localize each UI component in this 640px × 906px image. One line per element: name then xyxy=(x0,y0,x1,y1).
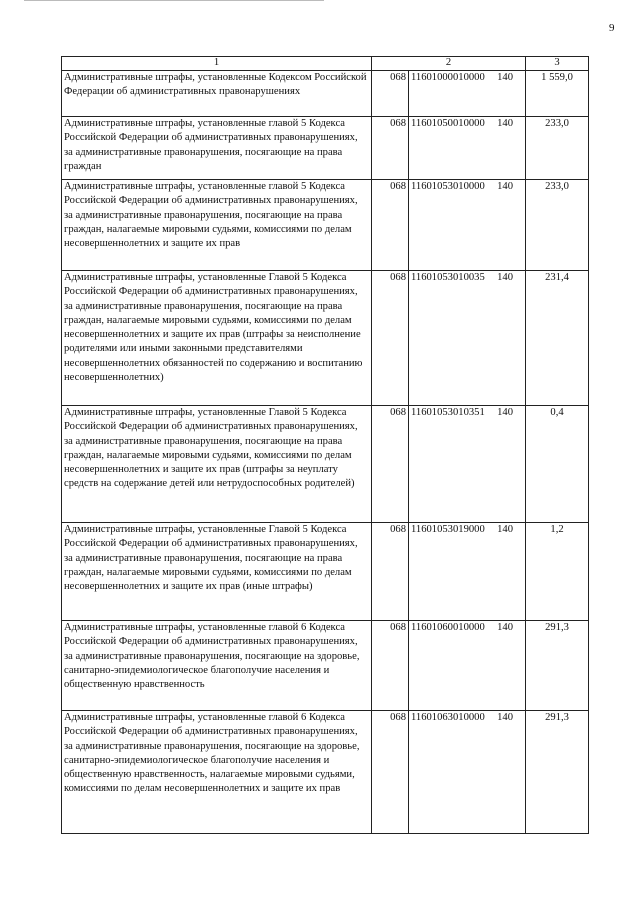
table-row xyxy=(62,271,589,406)
row-code-sub: 140 xyxy=(497,181,514,192)
row-admin-code: 068 xyxy=(372,180,409,271)
row-kbk-code xyxy=(409,406,526,523)
row-kbk-code xyxy=(409,180,526,271)
table-row xyxy=(62,523,589,621)
row-code-sub: 140 xyxy=(497,407,514,418)
row-description: Административные штрафы, установленные Главой 5 Кодекса Российской Федерации об административных правонарушениях, за административные правонарушения, посягающие на права граждан, налагаемые мировыми судьями, комиссиями по делам несовершеннолетних и защите их прав (иные штрафы) xyxy=(62,523,372,621)
row-kbk-code xyxy=(409,711,526,834)
row-admin-code: 068 xyxy=(372,117,409,180)
header-col-2: 2 xyxy=(372,57,526,71)
row-amount: 291,3 xyxy=(526,621,589,711)
row-amount: 0,4 xyxy=(526,406,589,523)
row-amount: 231,4 xyxy=(526,271,589,406)
table-row xyxy=(62,711,589,834)
row-code-main: 11601000010000 xyxy=(411,72,485,83)
row-kbk-code xyxy=(409,621,526,711)
row-amount: 1 559,0 xyxy=(526,71,589,117)
row-kbk-code xyxy=(409,71,526,117)
table-row xyxy=(62,71,589,117)
row-code-sub: 140 xyxy=(497,72,514,83)
row-description: Административные штрафы, установленные главой 5 Кодекса Российской Федерации об административных правонарушениях, за административные правонарушения, посягающие на права граждан xyxy=(62,117,372,180)
row-description: Административные штрафы, установленные главой 6 Кодекса Российской Федерации об административных правонарушениях, за административные правонарушения, посягающие на здоровье, санитарно-эпидемиологическое благополучие населения и общественную нравственность, налагаемые мировыми судьями, комиссиями по делам несовершеннолетних и защите их прав xyxy=(62,711,372,834)
row-code-sub: 140 xyxy=(497,712,514,723)
table-body xyxy=(62,71,589,834)
row-admin-code: 068 xyxy=(372,621,409,711)
row-amount: 233,0 xyxy=(526,117,589,180)
row-description: Административные штрафы, установленные главой 5 Кодекса Российской Федерации об административных правонарушениях, за административные правонарушения, посягающие на права граждан, налагаемые мировыми судьями, комиссиями по делам несовершеннолетних и защите их прав xyxy=(62,180,372,271)
revenue-table xyxy=(61,56,589,834)
row-code-main: 11601050010000 xyxy=(411,118,485,129)
row-kbk-code xyxy=(409,523,526,621)
row-code-main: 11601053010035 xyxy=(411,272,485,283)
row-admin-code: 068 xyxy=(372,71,409,117)
row-amount: 1,2 xyxy=(526,523,589,621)
header-col-1: 1 xyxy=(62,57,372,71)
row-admin-code: 068 xyxy=(372,406,409,523)
page-number: 9 xyxy=(609,22,615,34)
row-amount: 233,0 xyxy=(526,180,589,271)
header-col-3: 3 xyxy=(526,57,589,71)
table-row xyxy=(62,406,589,523)
table-row xyxy=(62,621,589,711)
row-code-sub: 140 xyxy=(497,118,514,129)
row-code-sub: 140 xyxy=(497,272,514,283)
row-description: Административные штрафы, установленные главой 6 Кодекса Российской Федерации об административных правонарушениях, за административные правонарушения, посягающие на здоровье, санитарно-эпидемиологическое благополучие населения и общественную нравственность xyxy=(62,621,372,711)
row-description: Административные штрафы, установленные Главой 5 Кодекса Российской Федерации об административных правонарушениях, за административные правонарушения, посягающие на права граждан, налагаемые мировыми судьями, комиссиями по делам несовершеннолетних и защите их прав (штрафы за неисполнение родителями или иными законными представителями несовершеннолетних обязанностей по содержанию и воспитанию несовершеннолетних) xyxy=(62,271,372,406)
row-description: Административные штрафы, установленные Главой 5 Кодекса Российской Федерации об административных правонарушениях, за административные правонарушения, посягающие на права граждан, налагаемые мировыми судьями, комиссиями по делам несовершеннолетних и защите их прав (штрафы за неуплату средств на содержание детей или нетрудоспособных родителей) xyxy=(62,406,372,523)
row-amount: 291,3 xyxy=(526,711,589,834)
row-kbk-code xyxy=(409,271,526,406)
top-scan-line xyxy=(24,0,324,1)
table-row xyxy=(62,117,589,180)
row-code-sub: 140 xyxy=(497,622,514,633)
row-kbk-code xyxy=(409,117,526,180)
table-header-row xyxy=(62,57,589,71)
row-description: Административные штрафы, установленные Кодексом Российской Федерации об административных правонарушениях xyxy=(62,71,372,117)
row-admin-code: 068 xyxy=(372,523,409,621)
table-row xyxy=(62,180,589,271)
row-code-main: 11601060010000 xyxy=(411,622,485,633)
row-code-main: 11601053010000 xyxy=(411,181,485,192)
row-code-main: 11601053010351 xyxy=(411,407,485,418)
row-code-main: 11601053019000 xyxy=(411,524,485,535)
row-code-sub: 140 xyxy=(497,524,514,535)
row-code-main: 11601063010000 xyxy=(411,712,485,723)
row-admin-code: 068 xyxy=(372,271,409,406)
row-admin-code: 068 xyxy=(372,711,409,834)
